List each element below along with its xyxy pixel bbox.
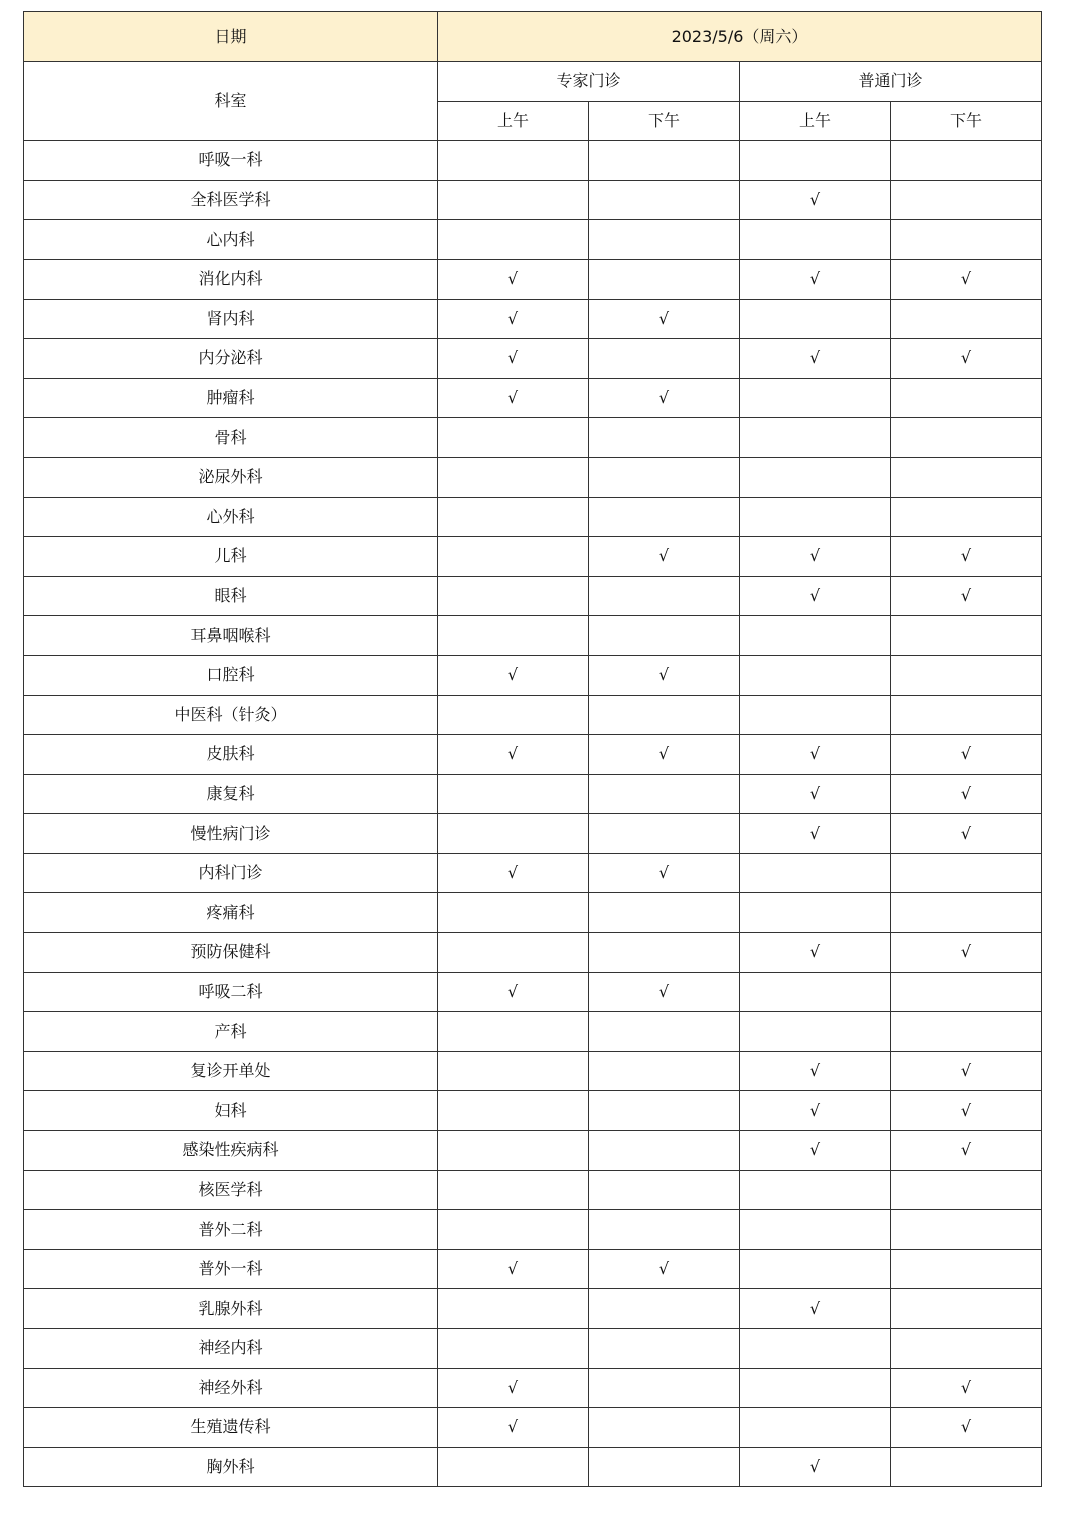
expert-morning-cell: √ [438, 378, 589, 418]
expert-morning-cell [438, 1170, 589, 1210]
expert-morning-cell [438, 220, 589, 260]
department-name: 肿瘤科 [24, 378, 438, 418]
expert-morning-cell [438, 1329, 589, 1369]
expert-afternoon-cell [589, 774, 740, 814]
expert-afternoon-cell [589, 695, 740, 735]
table-row [24, 220, 1042, 260]
general-afternoon-cell [891, 1012, 1042, 1052]
date-value: 2023/5/6（周六） [438, 12, 1042, 62]
department-name: 乳腺外科 [24, 1289, 438, 1329]
table-row [24, 1012, 1042, 1052]
expert-afternoon-cell [589, 1131, 740, 1171]
expert-afternoon-cell [589, 1210, 740, 1250]
expert-morning-cell [438, 1051, 589, 1091]
general-morning-cell: √ [740, 339, 891, 379]
date-header-row [24, 12, 1042, 62]
department-label: 科室 [24, 62, 438, 141]
department-name: 核医学科 [24, 1170, 438, 1210]
expert-morning-cell: √ [438, 339, 589, 379]
general-morning-cell: √ [740, 1447, 891, 1487]
general-afternoon-cell [891, 853, 1042, 893]
general-morning-cell [740, 695, 891, 735]
expert-afternoon-cell [589, 1051, 740, 1091]
department-name: 心内科 [24, 220, 438, 260]
general-afternoon-header: 下午 [891, 101, 1042, 141]
general-afternoon-cell: √ [891, 1408, 1042, 1448]
general-morning-cell: √ [740, 735, 891, 775]
department-name: 中医科（针灸） [24, 695, 438, 735]
general-morning-cell [740, 418, 891, 458]
department-name: 神经外科 [24, 1368, 438, 1408]
general-morning-cell [740, 893, 891, 933]
department-name: 普外二科 [24, 1210, 438, 1250]
expert-morning-cell [438, 537, 589, 577]
expert-morning-cell [438, 141, 589, 181]
general-afternoon-cell [891, 1210, 1042, 1250]
expert-morning-cell [438, 180, 589, 220]
expert-afternoon-cell: √ [589, 537, 740, 577]
general-morning-cell [740, 457, 891, 497]
table-row [24, 497, 1042, 537]
table-row [24, 774, 1042, 814]
expert-morning-cell: √ [438, 259, 589, 299]
general-morning-cell [740, 1249, 891, 1289]
general-afternoon-cell [891, 1249, 1042, 1289]
general-morning-cell: √ [740, 1051, 891, 1091]
expert-afternoon-cell: √ [589, 972, 740, 1012]
department-name: 心外科 [24, 497, 438, 537]
expert-afternoon-cell [589, 339, 740, 379]
general-morning-cell [740, 497, 891, 537]
general-afternoon-cell [891, 457, 1042, 497]
expert-morning-cell [438, 457, 589, 497]
general-morning-cell: √ [740, 1091, 891, 1131]
expert-morning-cell [438, 1012, 589, 1052]
group-header-row [24, 62, 1042, 102]
general-afternoon-cell [891, 220, 1042, 260]
department-name: 儿科 [24, 537, 438, 577]
expert-afternoon-cell [589, 220, 740, 260]
table-row [24, 1210, 1042, 1250]
general-morning-header: 上午 [740, 101, 891, 141]
table-row [24, 853, 1042, 893]
table-row [24, 299, 1042, 339]
table-row [24, 339, 1042, 379]
department-name: 妇科 [24, 1091, 438, 1131]
expert-afternoon-cell: √ [589, 378, 740, 418]
table-row [24, 616, 1042, 656]
department-name: 全科医学科 [24, 180, 438, 220]
general-morning-cell [740, 299, 891, 339]
expert-morning-cell [438, 616, 589, 656]
expert-afternoon-cell: √ [589, 735, 740, 775]
general-afternoon-cell [891, 1447, 1042, 1487]
general-morning-cell [740, 655, 891, 695]
department-name: 眼科 [24, 576, 438, 616]
expert-afternoon-cell [589, 1447, 740, 1487]
general-morning-cell: √ [740, 537, 891, 577]
general-afternoon-cell [891, 1170, 1042, 1210]
general-afternoon-cell: √ [891, 576, 1042, 616]
expert-afternoon-cell [589, 141, 740, 181]
general-morning-cell: √ [740, 814, 891, 854]
expert-afternoon-header: 下午 [589, 101, 740, 141]
general-afternoon-cell: √ [891, 1368, 1042, 1408]
department-name: 内分泌科 [24, 339, 438, 379]
table-row [24, 1289, 1042, 1329]
department-name: 胸外科 [24, 1447, 438, 1487]
general-afternoon-cell [891, 418, 1042, 458]
general-morning-cell: √ [740, 933, 891, 973]
expert-afternoon-cell [589, 814, 740, 854]
expert-afternoon-cell [589, 457, 740, 497]
department-name: 感染性疾病科 [24, 1131, 438, 1171]
general-morning-cell: √ [740, 774, 891, 814]
general-afternoon-cell: √ [891, 735, 1042, 775]
table-row [24, 1249, 1042, 1289]
table-row [24, 457, 1042, 497]
department-name: 泌尿外科 [24, 457, 438, 497]
expert-afternoon-cell [589, 418, 740, 458]
general-afternoon-cell: √ [891, 537, 1042, 577]
expert-morning-cell [438, 695, 589, 735]
table-row [24, 1368, 1042, 1408]
general-afternoon-cell: √ [891, 933, 1042, 973]
expert-afternoon-cell [589, 1408, 740, 1448]
expert-morning-cell [438, 814, 589, 854]
general-morning-cell: √ [740, 180, 891, 220]
general-afternoon-cell: √ [891, 1051, 1042, 1091]
schedule-body [24, 12, 1042, 1487]
general-morning-cell [740, 1210, 891, 1250]
expert-morning-cell [438, 774, 589, 814]
table-row [24, 1091, 1042, 1131]
expert-morning-cell: √ [438, 735, 589, 775]
table-row [24, 537, 1042, 577]
expert-afternoon-cell [589, 1170, 740, 1210]
expert-morning-cell: √ [438, 853, 589, 893]
department-name: 神经内科 [24, 1329, 438, 1369]
table-row [24, 180, 1042, 220]
department-name: 慢性病门诊 [24, 814, 438, 854]
general-morning-cell [740, 141, 891, 181]
expert-afternoon-cell: √ [589, 1249, 740, 1289]
expert-afternoon-cell [589, 1289, 740, 1329]
expert-morning-cell [438, 1091, 589, 1131]
expert-morning-cell [438, 418, 589, 458]
general-afternoon-cell [891, 1289, 1042, 1329]
general-clinic-header: 普通门诊 [740, 62, 1042, 102]
table-row [24, 378, 1042, 418]
expert-morning-cell [438, 1131, 589, 1171]
table-row [24, 1329, 1042, 1369]
general-afternoon-cell: √ [891, 1131, 1042, 1171]
department-name: 内科门诊 [24, 853, 438, 893]
expert-morning-cell: √ [438, 655, 589, 695]
expert-afternoon-cell [589, 497, 740, 537]
table-row [24, 141, 1042, 181]
department-name: 口腔科 [24, 655, 438, 695]
general-morning-cell [740, 1012, 891, 1052]
general-afternoon-cell [891, 695, 1042, 735]
general-morning-cell [740, 1408, 891, 1448]
expert-morning-cell: √ [438, 1408, 589, 1448]
general-afternoon-cell [891, 616, 1042, 656]
expert-afternoon-cell [589, 576, 740, 616]
table-row [24, 1051, 1042, 1091]
expert-afternoon-cell: √ [589, 853, 740, 893]
general-afternoon-cell [891, 893, 1042, 933]
general-afternoon-cell [891, 141, 1042, 181]
department-name: 预防保健科 [24, 933, 438, 973]
table-row [24, 893, 1042, 933]
department-name: 康复科 [24, 774, 438, 814]
general-morning-cell: √ [740, 576, 891, 616]
expert-morning-cell [438, 497, 589, 537]
general-afternoon-cell: √ [891, 1091, 1042, 1131]
table-row [24, 655, 1042, 695]
table-row [24, 972, 1042, 1012]
general-afternoon-cell [891, 1329, 1042, 1369]
expert-afternoon-cell [589, 933, 740, 973]
general-morning-cell: √ [740, 259, 891, 299]
table-row [24, 695, 1042, 735]
table-row [24, 1131, 1042, 1171]
department-name: 耳鼻咽喉科 [24, 616, 438, 656]
department-name: 普外一科 [24, 1249, 438, 1289]
general-afternoon-cell: √ [891, 339, 1042, 379]
table-row [24, 1408, 1042, 1448]
general-morning-cell [740, 616, 891, 656]
date-label: 日期 [24, 12, 438, 62]
expert-morning-cell [438, 1210, 589, 1250]
expert-morning-cell [438, 576, 589, 616]
general-morning-cell [740, 972, 891, 1012]
expert-morning-cell [438, 1447, 589, 1487]
general-afternoon-cell [891, 299, 1042, 339]
general-afternoon-cell [891, 180, 1042, 220]
table-row [24, 933, 1042, 973]
department-name: 呼吸二科 [24, 972, 438, 1012]
general-morning-cell [740, 378, 891, 418]
expert-afternoon-cell [589, 1368, 740, 1408]
general-morning-cell [740, 220, 891, 260]
table-row [24, 814, 1042, 854]
expert-morning-cell: √ [438, 299, 589, 339]
general-afternoon-cell [891, 378, 1042, 418]
expert-afternoon-cell [589, 893, 740, 933]
expert-afternoon-cell [589, 259, 740, 299]
general-afternoon-cell [891, 655, 1042, 695]
expert-afternoon-cell [589, 616, 740, 656]
table-row [24, 259, 1042, 299]
department-name: 消化内科 [24, 259, 438, 299]
department-name: 皮肤科 [24, 735, 438, 775]
expert-afternoon-cell [589, 1012, 740, 1052]
expert-morning-header: 上午 [438, 101, 589, 141]
general-afternoon-cell [891, 497, 1042, 537]
table-row [24, 576, 1042, 616]
general-morning-cell [740, 1368, 891, 1408]
expert-morning-cell [438, 933, 589, 973]
department-name: 骨科 [24, 418, 438, 458]
expert-afternoon-cell [589, 1329, 740, 1369]
general-morning-cell [740, 1170, 891, 1210]
department-name: 产科 [24, 1012, 438, 1052]
expert-morning-cell [438, 893, 589, 933]
department-name: 生殖遗传科 [24, 1408, 438, 1448]
table-row [24, 1447, 1042, 1487]
table-row [24, 735, 1042, 775]
department-name: 呼吸一科 [24, 141, 438, 181]
table-row [24, 1170, 1042, 1210]
general-afternoon-cell: √ [891, 259, 1042, 299]
expert-morning-cell [438, 1289, 589, 1329]
department-name: 复诊开单处 [24, 1051, 438, 1091]
general-morning-cell [740, 853, 891, 893]
general-afternoon-cell: √ [891, 774, 1042, 814]
department-name: 肾内科 [24, 299, 438, 339]
expert-afternoon-cell: √ [589, 299, 740, 339]
expert-morning-cell: √ [438, 972, 589, 1012]
general-morning-cell [740, 1329, 891, 1369]
general-afternoon-cell [891, 972, 1042, 1012]
clinic-schedule-table [23, 11, 1042, 1487]
expert-clinic-header: 专家门诊 [438, 62, 740, 102]
expert-afternoon-cell: √ [589, 655, 740, 695]
general-afternoon-cell: √ [891, 814, 1042, 854]
general-morning-cell: √ [740, 1131, 891, 1171]
expert-morning-cell: √ [438, 1249, 589, 1289]
table-row [24, 418, 1042, 458]
expert-afternoon-cell [589, 1091, 740, 1131]
general-morning-cell: √ [740, 1289, 891, 1329]
department-name: 疼痛科 [24, 893, 438, 933]
expert-afternoon-cell [589, 180, 740, 220]
expert-morning-cell: √ [438, 1368, 589, 1408]
